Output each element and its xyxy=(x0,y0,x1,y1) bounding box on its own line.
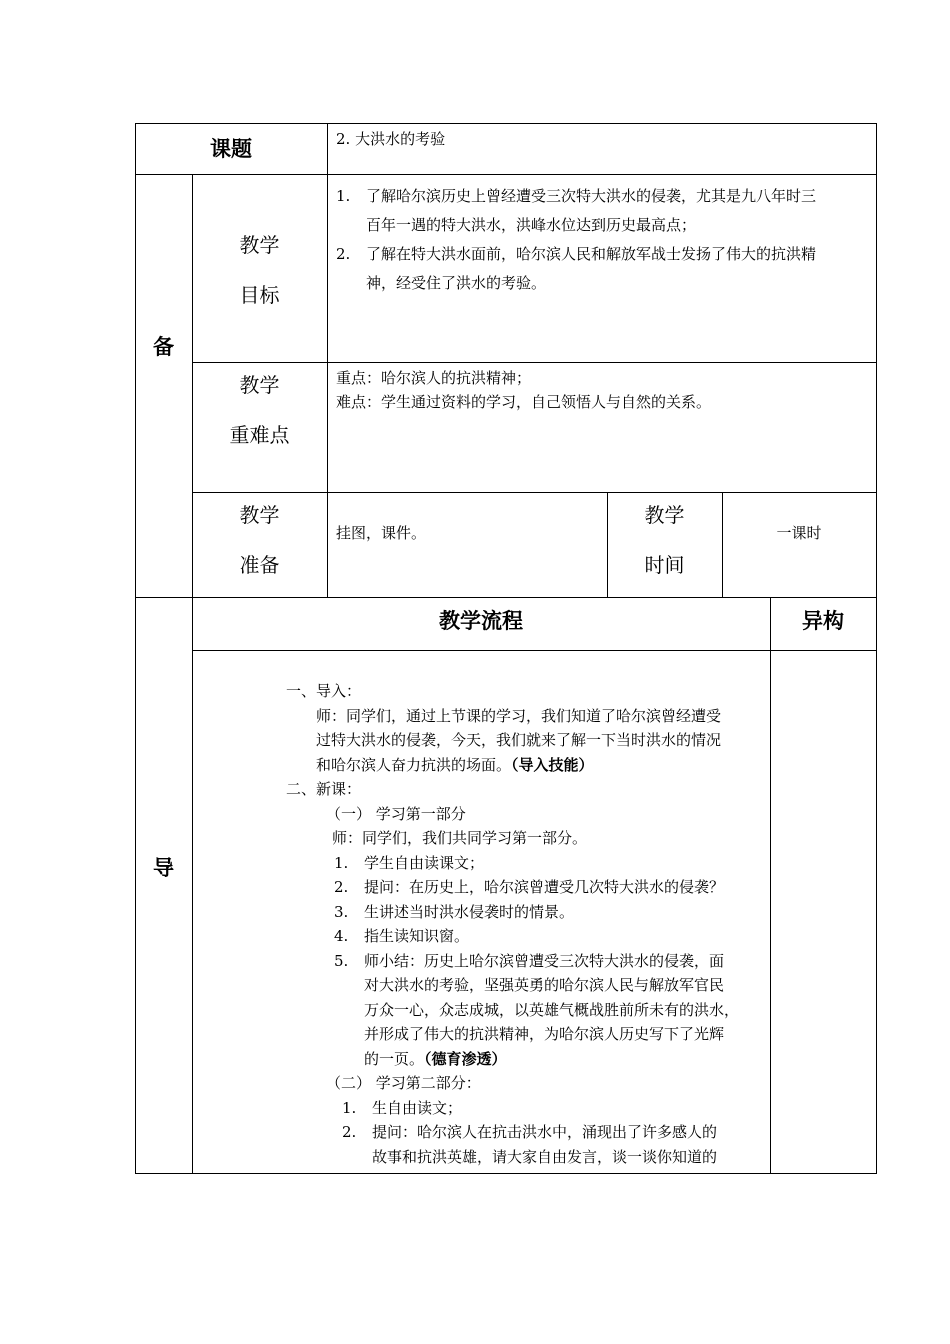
part2-item-1 xyxy=(342,1096,770,1121)
summary-line-4: 并形成了伟大的抗洪精神，为哈尔滨人历史写下了光辉 xyxy=(364,1025,725,1043)
part2-title: （二） 学习第二部分： xyxy=(326,1074,481,1092)
section-intro-title: 一、导入： xyxy=(286,682,362,700)
table-line-side-col xyxy=(192,174,193,1174)
keypoints-label-line2: 重难点 xyxy=(229,423,290,447)
part2-item-2 xyxy=(342,1120,770,1169)
objective-num-2: 2. xyxy=(336,245,351,263)
objectives-list xyxy=(336,182,872,298)
table-border-bottom xyxy=(135,1173,877,1174)
table-border-right xyxy=(876,123,877,1174)
objectives-label xyxy=(192,220,327,320)
materials-label-line1: 教学 xyxy=(239,503,280,527)
section-new-title: 二、新课： xyxy=(286,780,362,798)
keypoints-label xyxy=(192,360,327,460)
materials-value: 挂图，课件。 xyxy=(336,524,427,542)
moral-education-tag: （德育渗透） xyxy=(424,1049,507,1068)
time-value: 一课时 xyxy=(776,524,822,542)
variant-header: 异构 xyxy=(802,608,844,633)
intro-line-3 xyxy=(316,753,770,778)
time-label-line1: 教学 xyxy=(644,503,685,527)
section-intro-body xyxy=(286,704,770,778)
objective-text-2b: 神，经受住了洪水的考验。 xyxy=(366,274,547,292)
part1-text-2: 提问：在历史上，哈尔滨曾遭受几次特大洪水的侵袭？ xyxy=(364,878,725,896)
part2-text-2b: 故事和抗洪英雄，请大家自由发言，谈一谈你知道的 xyxy=(372,1147,718,1166)
objective-text-2a: 了解在特大洪水面前，哈尔滨人民和解放军战士发扬了伟大的抗洪精 xyxy=(366,245,817,263)
table-line-time-label-right xyxy=(722,492,723,598)
objective-item-1 xyxy=(336,182,872,240)
part1-text-4: 指生读知识窗。 xyxy=(364,927,470,945)
keypoints-line-focus: 重点：哈尔滨人的抗洪精神； xyxy=(336,369,532,387)
part1-item-1 xyxy=(334,851,770,876)
keypoints-line-difficulty: 难点：学生通过资料的学习，自己领悟人与自然的关系。 xyxy=(336,393,712,411)
objective-text-1b: 百年一遇的特大洪水，洪峰水位达到历史最高点； xyxy=(366,216,697,234)
table-line-title-bottom xyxy=(135,174,877,175)
part2-num-2: 2. xyxy=(342,1123,357,1141)
guide-side-label: 导 xyxy=(153,855,174,880)
materials-label-line2: 准备 xyxy=(239,553,280,577)
lesson-title-value: 2. 大洪水的考验 xyxy=(336,130,446,148)
part1-item-3 xyxy=(334,900,770,925)
materials-label xyxy=(192,490,327,590)
lesson-title-label: 课题 xyxy=(210,136,252,161)
part1-item-4 xyxy=(334,924,770,949)
part1-item-2 xyxy=(334,875,770,900)
part2-text-2a: 提问：哈尔滨人在抗击洪水中，涌现出了许多感人的 xyxy=(372,1123,718,1141)
summary-line-5-text: 的一页。 xyxy=(364,1049,425,1068)
intro-line-2: 过特大洪水的侵袭，今天，我们就来了解一下当时洪水的情况 xyxy=(316,731,722,749)
part1-num-4: 4. xyxy=(334,927,349,945)
part2-text-1: 生自由读文； xyxy=(372,1098,463,1117)
flow-content xyxy=(286,679,770,1169)
time-label xyxy=(607,490,722,590)
part1-num-1: 1. xyxy=(334,853,349,872)
part1-list xyxy=(286,851,770,1072)
table-line-label-col xyxy=(327,174,328,598)
objectives-label-line1: 教学 xyxy=(239,233,280,257)
keypoints-text xyxy=(336,366,872,414)
part1-num-5: 5. xyxy=(334,951,349,970)
objectives-label-line2: 目标 xyxy=(239,283,280,307)
flow-header: 教学流程 xyxy=(439,608,523,633)
objective-item-2 xyxy=(336,240,872,298)
part1-num-2: 2. xyxy=(334,878,349,896)
part1-num-3: 3. xyxy=(334,902,349,921)
part1-intro: 师：同学们，我们共同学习第一部分。 xyxy=(332,829,588,847)
part1-text-1: 学生自由读课文； xyxy=(364,853,485,872)
keypoints-label-line1: 教学 xyxy=(239,373,280,397)
part2-num-1: 1. xyxy=(342,1098,357,1117)
summary-line-5 xyxy=(364,1047,770,1072)
summary-line-3: 万众一心，众志成城，以英雄气概战胜前所未有的洪水， xyxy=(364,1000,740,1019)
part2-list xyxy=(286,1096,770,1170)
table-line-flow-header-bottom xyxy=(192,650,877,651)
intro-skill-tag: （导入技能） xyxy=(511,755,594,774)
part1-title: （一） 学习第一部分 xyxy=(326,804,466,823)
intro-line-1: 师：同学们，通过上节课的学习，我们知道了哈尔滨曾经遭受 xyxy=(316,706,722,725)
prep-side-label: 备 xyxy=(153,334,174,359)
intro-line-3-text: 和哈尔滨人奋力抗洪的场面。 xyxy=(316,755,512,774)
objective-text-1a: 了解哈尔滨历史上曾经遭受三次特大洪水的侵袭，尤其是九八年时三 xyxy=(366,187,817,205)
summary-line-1: 师小结：历史上哈尔滨曾遭受三次特大洪水的侵袭，面 xyxy=(364,951,725,970)
table-line-title-col xyxy=(327,123,328,175)
table-line-variant-col xyxy=(770,597,771,1174)
objective-num-1: 1. xyxy=(336,187,351,205)
part1-item-5 xyxy=(334,949,770,1072)
part1-text-3: 生讲述当时洪水侵袭时的情景。 xyxy=(364,902,575,921)
time-label-line2: 时间 xyxy=(644,553,685,577)
summary-line-2: 对大洪水的考验，坚强英勇的哈尔滨人民与解放军官民 xyxy=(364,976,725,994)
